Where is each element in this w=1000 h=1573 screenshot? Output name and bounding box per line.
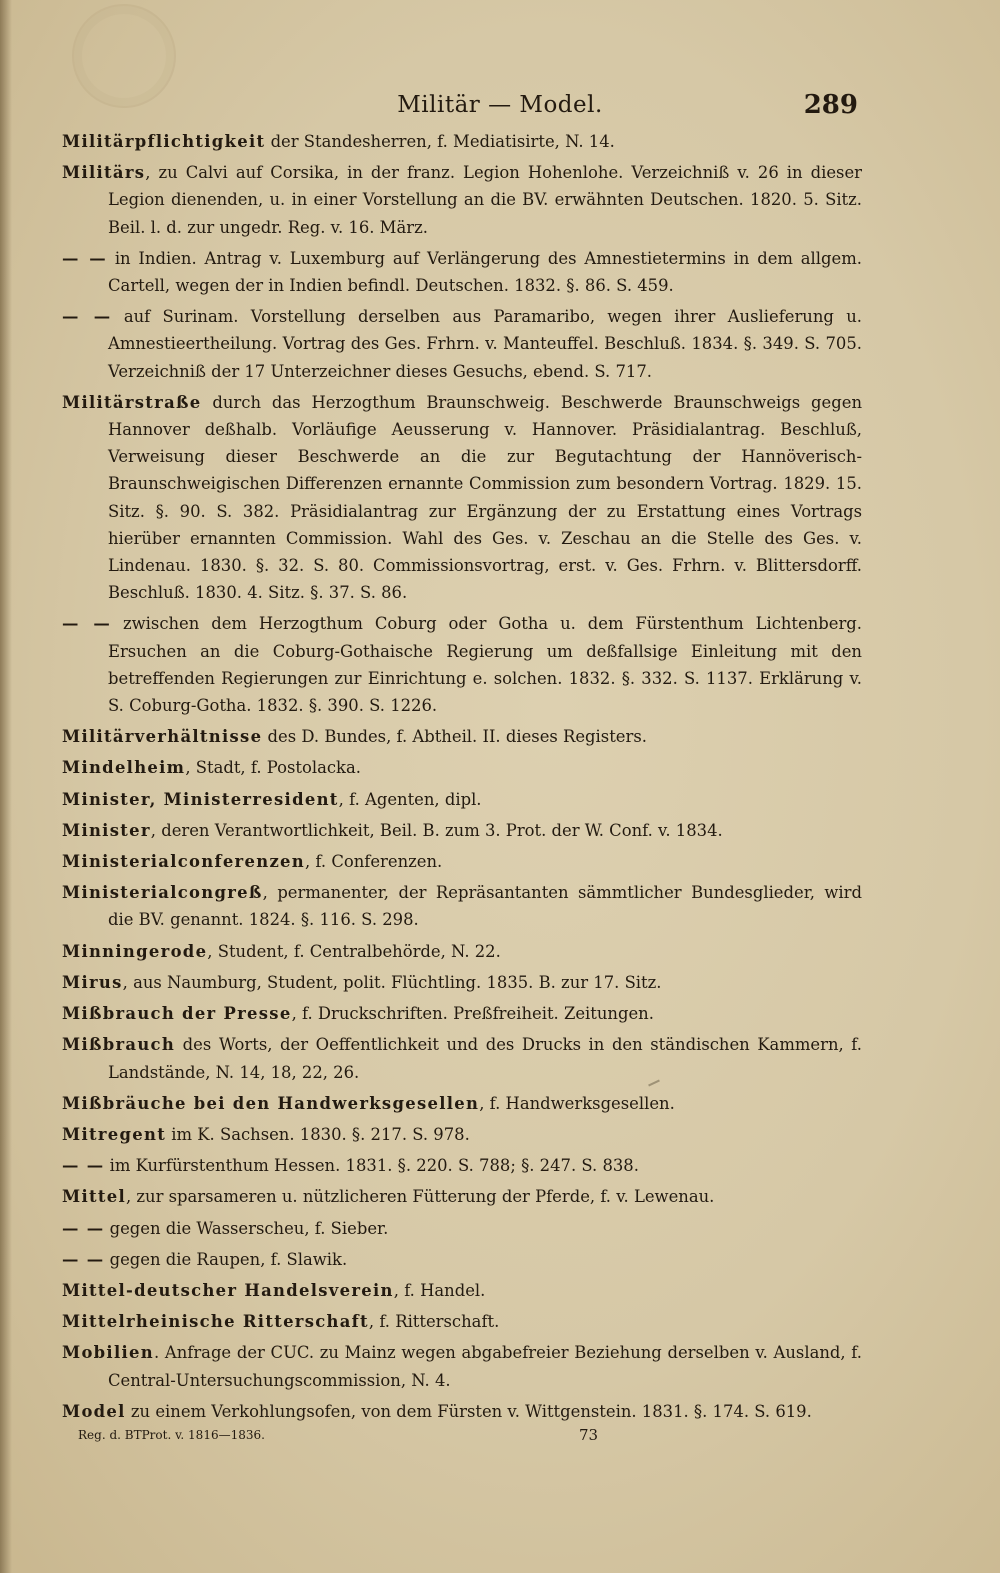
entry-text: , f. Druckschriften. Preßfreiheit. Zeitungen. [291, 1004, 654, 1024]
entry-text: des Worts, der Oeffentlichkeit und des Drucks in den ständischen Kammern, f. Landstände, N. 14, 18, 22, 26. [108, 1035, 862, 1082]
index-entry [62, 159, 862, 241]
entry-keyword: — — [62, 307, 112, 327]
index-entry [62, 879, 862, 933]
running-header [0, 86, 1000, 126]
index-entry [62, 1339, 862, 1393]
entry-keyword: Militärverhältnisse [62, 727, 263, 747]
index-entry [62, 128, 862, 155]
entry-keyword: Militärstraße [62, 392, 202, 412]
index-entry [62, 610, 862, 719]
entry-text: im Kurfürstenthum Hessen. 1831. §. 220. S. 788; §. 247. S. 838. [104, 1156, 639, 1176]
entry-text: , aus Naumburg, Student, polit. Flüchtling. 1835. B. zur 17. Sitz. [122, 972, 662, 992]
entry-text: , zu Calvi auf Corsika, in der franz. Legion Hohenlohe. Verzeichniß v. 26 in dieser Legion dienenden, u. in einer Vorstellung an die BV. erwähnten Deutschen. 1820. 5. Sitz. Beil. l. d. zur ungedr. Reg. v. 16. März. [108, 163, 862, 237]
entry-text: , f. Handwerksgesellen. [479, 1093, 675, 1113]
entry-text: , Student, f. Centralbehörde, N. 22. [207, 941, 501, 961]
entry-keyword: Militärs [62, 163, 146, 183]
index-entry [62, 1246, 862, 1273]
entry-text: , zur sparsameren u. nützlicheren Fütterung der Pferde, f. v. Lewenau. [125, 1187, 715, 1207]
entry-keyword: — — [62, 1156, 105, 1176]
entry-text: , f. Handel. [393, 1280, 486, 1300]
index-entry [62, 1000, 862, 1027]
footer-title: Reg. d. BTProt. v. 1816—1836. [78, 1428, 265, 1442]
entry-text: , f. Agenten, dipl. [338, 789, 482, 809]
page-title: Militär — Model. [397, 92, 603, 118]
entry-keyword: Mirus [62, 972, 123, 992]
entry-keyword: — — [62, 1218, 105, 1238]
index-entry [62, 1121, 862, 1148]
index-entry [62, 389, 862, 607]
entry-text: , f. Ritterschaft. [368, 1312, 500, 1332]
entry-text: , permanenter, der Repräsantanten sämmtlicher Bundesglieder, wird die BV. genannt. 1824. §. 116. S. 298. [108, 883, 862, 930]
index-entry [62, 786, 862, 813]
entry-keyword: Minister [62, 820, 151, 840]
index-entry [62, 754, 862, 781]
entry-text: auf Surinam. Vorstellung derselben aus Paramaribo, wegen ihrer Auslieferung u. Amnestieertheilung. Vortrag des Ges. Frhrn. v. Manteuffel. Beschluß. 1834. §. 349. S. 705. Verzeichniß der 17 Unterzeichner dieses Gesuchs, ebend. S. 717. [108, 307, 862, 381]
index-entries [62, 128, 862, 1429]
index-entry [62, 1031, 862, 1085]
signature-mark: 73 [579, 1426, 599, 1444]
entry-keyword: Mittel [62, 1187, 126, 1207]
entry-keyword: Mittelrheinische Ritterschaft [62, 1312, 369, 1332]
entry-keyword: Ministerialconferenzen [62, 852, 305, 872]
page-number: 289 [803, 90, 858, 120]
entry-text: , deren Verantwortlichkeit, Beil. B. zum 3. Prot. der W. Conf. v. 1834. [150, 820, 723, 840]
entry-text: der Standesherren, f. Mediatisirte, N. 14. [265, 132, 615, 151]
index-entry [62, 1277, 862, 1304]
entry-keyword: Minister, Ministerresident [62, 789, 339, 809]
entry-keyword: Minningerode [62, 941, 208, 961]
entry-text: gegen die Raupen, f. Slawik. [104, 1249, 348, 1269]
entry-keyword: Mobilien [62, 1343, 154, 1363]
entry-text: in Indien. Antrag v. Luxemburg auf Verlängerung des Amnestietermins in dem allgem. Cartell, wegen der in Indien befindl. Deutschen. 1832. §. 86. S. 459. [107, 248, 862, 296]
entry-text: , Stadt, f. Postolacka. [185, 758, 361, 778]
entry-keyword: Mißbräuche bei den Handwerksgesellen [62, 1093, 480, 1113]
entry-text: . Anfrage der CUC. zu Mainz wegen abgabefreier Beziehung derselben v. Ausland, f. Central-Untersuchungscommission, N. 4. [108, 1343, 862, 1390]
index-entry [62, 969, 862, 996]
entry-keyword: Militärpflichtigkeit [62, 132, 266, 151]
entry-keyword: Mindelheim [62, 758, 186, 778]
index-entry [62, 1090, 862, 1117]
entry-text: zwischen dem Herzogthum Coburg oder Gotha u. dem Fürstenthum Lichtenberg. Ersuchen an die Coburg-Gothaische Regierung um deßfallsige Einleitung mit den betreffenden Regierungen zur Einrichtung e. solchen. 1832. §. 332. S. 1137. Erklärung v. S. Coburg-Gotha. 1832. §. 390. S. 1226. [108, 614, 863, 716]
entry-keyword: — — [62, 614, 112, 634]
index-entry [62, 723, 862, 750]
index-entry [62, 1152, 862, 1179]
entry-keyword: — — [62, 1249, 105, 1269]
entry-keyword: Mitregent [62, 1124, 167, 1144]
index-entry [62, 1183, 862, 1210]
index-entry [62, 1215, 862, 1242]
index-entry [62, 848, 862, 875]
index-entry [62, 1308, 862, 1335]
entry-keyword: Mißbrauch der Presse [62, 1004, 292, 1024]
entry-keyword: Model [62, 1401, 126, 1421]
entry-keyword: Ministerialcongreß [62, 883, 263, 903]
entry-keyword: Mißbrauch [62, 1035, 176, 1055]
page-footer [78, 1428, 878, 1452]
entry-text: , f. Conferenzen. [305, 852, 443, 872]
entry-text: zu einem Verkohlungsofen, von dem Fürsten v. Wittgenstein. 1831. §. 174. S. 619. [125, 1401, 812, 1421]
index-entry [62, 938, 862, 965]
index-entry [62, 1398, 862, 1425]
entry-keyword: — — [62, 248, 107, 268]
entry-keyword: Mittel-deutscher Handelsverein [62, 1280, 394, 1300]
entry-text: im K. Sachsen. 1830. §. 217. S. 978. [166, 1124, 470, 1144]
entry-text: durch das Herzogthum Braunschweig. Beschwerde Braunschweigs gegen Hannover deßhalb. Vorläufige Aeusserung v. Hannover. Präsidialantrag. Beschluß, Verweisung dieser Beschwerde an die zur Begutachtung der Hannöverisch-Braunschweigischen Differenzen ernannte Commission zum besondern Vortrag. 1829. 15. Sitz. §. 90. S. 382. Präsidialantrag zur Ergänzung der zu Erstattung eines Vortrags hierüber ernannten Commission. Wahl des Ges. v. Zeschau an die Stelle des Ges. v. Lindenau. 1830. §. 32. S. 80. Commissionsvortrag, erst. v. Ges. Frhrn. v. Blittersdorff. Beschluß. 1830. 4. Sitz. §. 37. S. 86. [108, 392, 862, 603]
entry-text: gegen die Wasserscheu, f. Sieber. [104, 1218, 389, 1238]
index-entry [62, 245, 862, 299]
index-entry [62, 817, 862, 844]
entry-text: des D. Bundes, f. Abtheil. II. dieses Registers. [262, 727, 647, 747]
index-entry [62, 303, 862, 385]
